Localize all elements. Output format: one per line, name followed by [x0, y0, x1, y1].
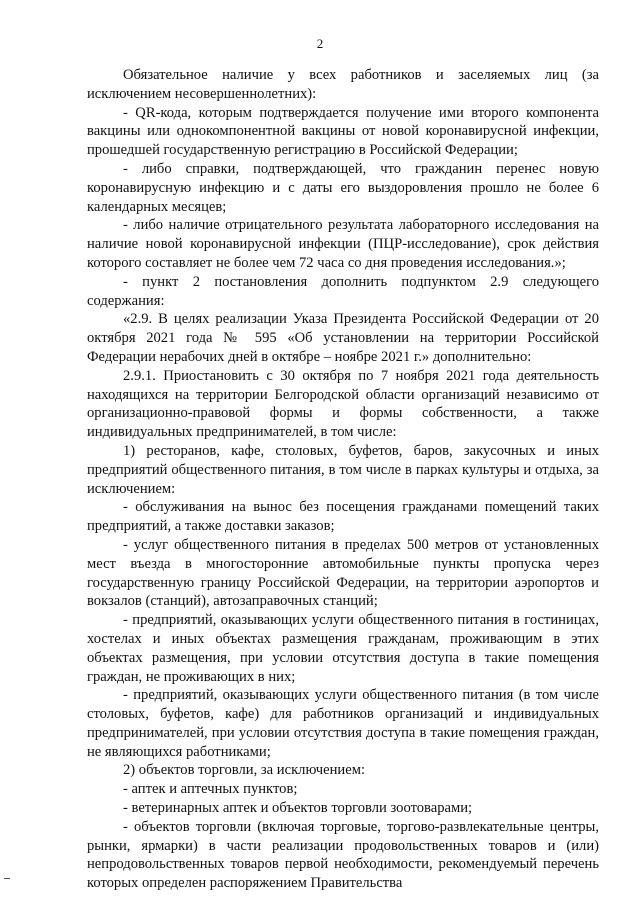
scan-mark: [4, 878, 10, 879]
paragraph: «2.9. В целях реализации Указа Президента Российской Федерации от 20 октября 2021 года № 595 «Об установлении на территории Российской Федерации нерабочих дней в октябре – ноябре 2021 г.» дополнительно:: [87, 311, 599, 365]
page-number: 2: [316, 36, 324, 51]
document-body: [87, 66, 599, 893]
paragraph: - либо наличие отрицательного результата лабораторного исследования на наличие новой коронавирусной инфекции (ПЦР-исследование), срок действия которого составляет не более чем 72 часа со дня проведения исследования.»;: [87, 217, 599, 271]
paragraph: - предприятий, оказывающих услуги общественного питания (в том числе столовых, буфетов, кафе) для работников организаций и индивидуальных предпринимателей, при условии отсутствия доступа в такие помещения граждан, не являющихся работниками;: [87, 687, 599, 760]
paragraph: - объектов торговли (включая торговые, торгово-развлекательные центры, рынки, ярмарки) в части реализации продовольственных товаров и (или) непродовольственных товаров первой необходимости, рекомендуемый перечень которых определен распоряжением Правительства: [87, 818, 599, 892]
paragraph: - пункт 2 постановления дополнить подпунктом 2.9 следующего содержания:: [87, 273, 599, 309]
paragraph: - QR-кода, которым подтверждается получение ими второго компонента вакцины или однокомпонентной вакцины от новой коронавирусной инфекции, прошедшей государственную регистрацию в Российской Федерации;: [87, 104, 599, 159]
paragraph: - аптек и аптечных пунктов;: [123, 781, 298, 798]
paragraph: - обслуживания на вынос без посещения гражданами помещений таких предприятий, а также доставки заказов;: [87, 499, 599, 535]
paragraph: - услуг общественного питания в пределах 500 метров от установленных мест въезда в многосторонние автомобильные пункты пропуска через государственную границу Российской Федерации, на территории аэропортов и вокзалов (станций), автозаправочных станций;: [87, 536, 599, 610]
paragraph: - либо справки, подтверждающей, что гражданин перенес новую коронавирусную инфекцию и с даты его выздоровления прошло не более 6 календарных месяцев;: [87, 160, 599, 215]
paragraph: - ветеринарных аптек и объектов торговли зоотоварами;: [123, 800, 473, 817]
paragraph: 2) объектов торговли, за исключением:: [123, 762, 365, 779]
paragraph: 1) ресторанов, кафе, столовых, буфетов, баров, закусочных и иных предприятий общественного питания, в том числе в парках культуры и отдыха, за исключением:: [87, 442, 599, 497]
paragraph: - предприятий, оказывающих услуги общественного питания в гостиницах, хостелах и иных объектах размещения гражданам, проживающим в этих объектах размещения, при условии отсутствия доступа в такие помещения граждан, не проживающих в них;: [87, 612, 599, 685]
paragraph: Обязательное наличие у всех работников и заселяемых лиц (за исключением несовершеннолетних):: [87, 67, 599, 102]
paragraph: 2.9.1. Приостановить с 30 октября по 7 ноября 2021 года деятельность находящихся на территории Белгородской области организаций независимо от организационно-правовой формы и формы собственности, а также индивидуальных предпринимателей, в том числе:: [87, 367, 599, 441]
